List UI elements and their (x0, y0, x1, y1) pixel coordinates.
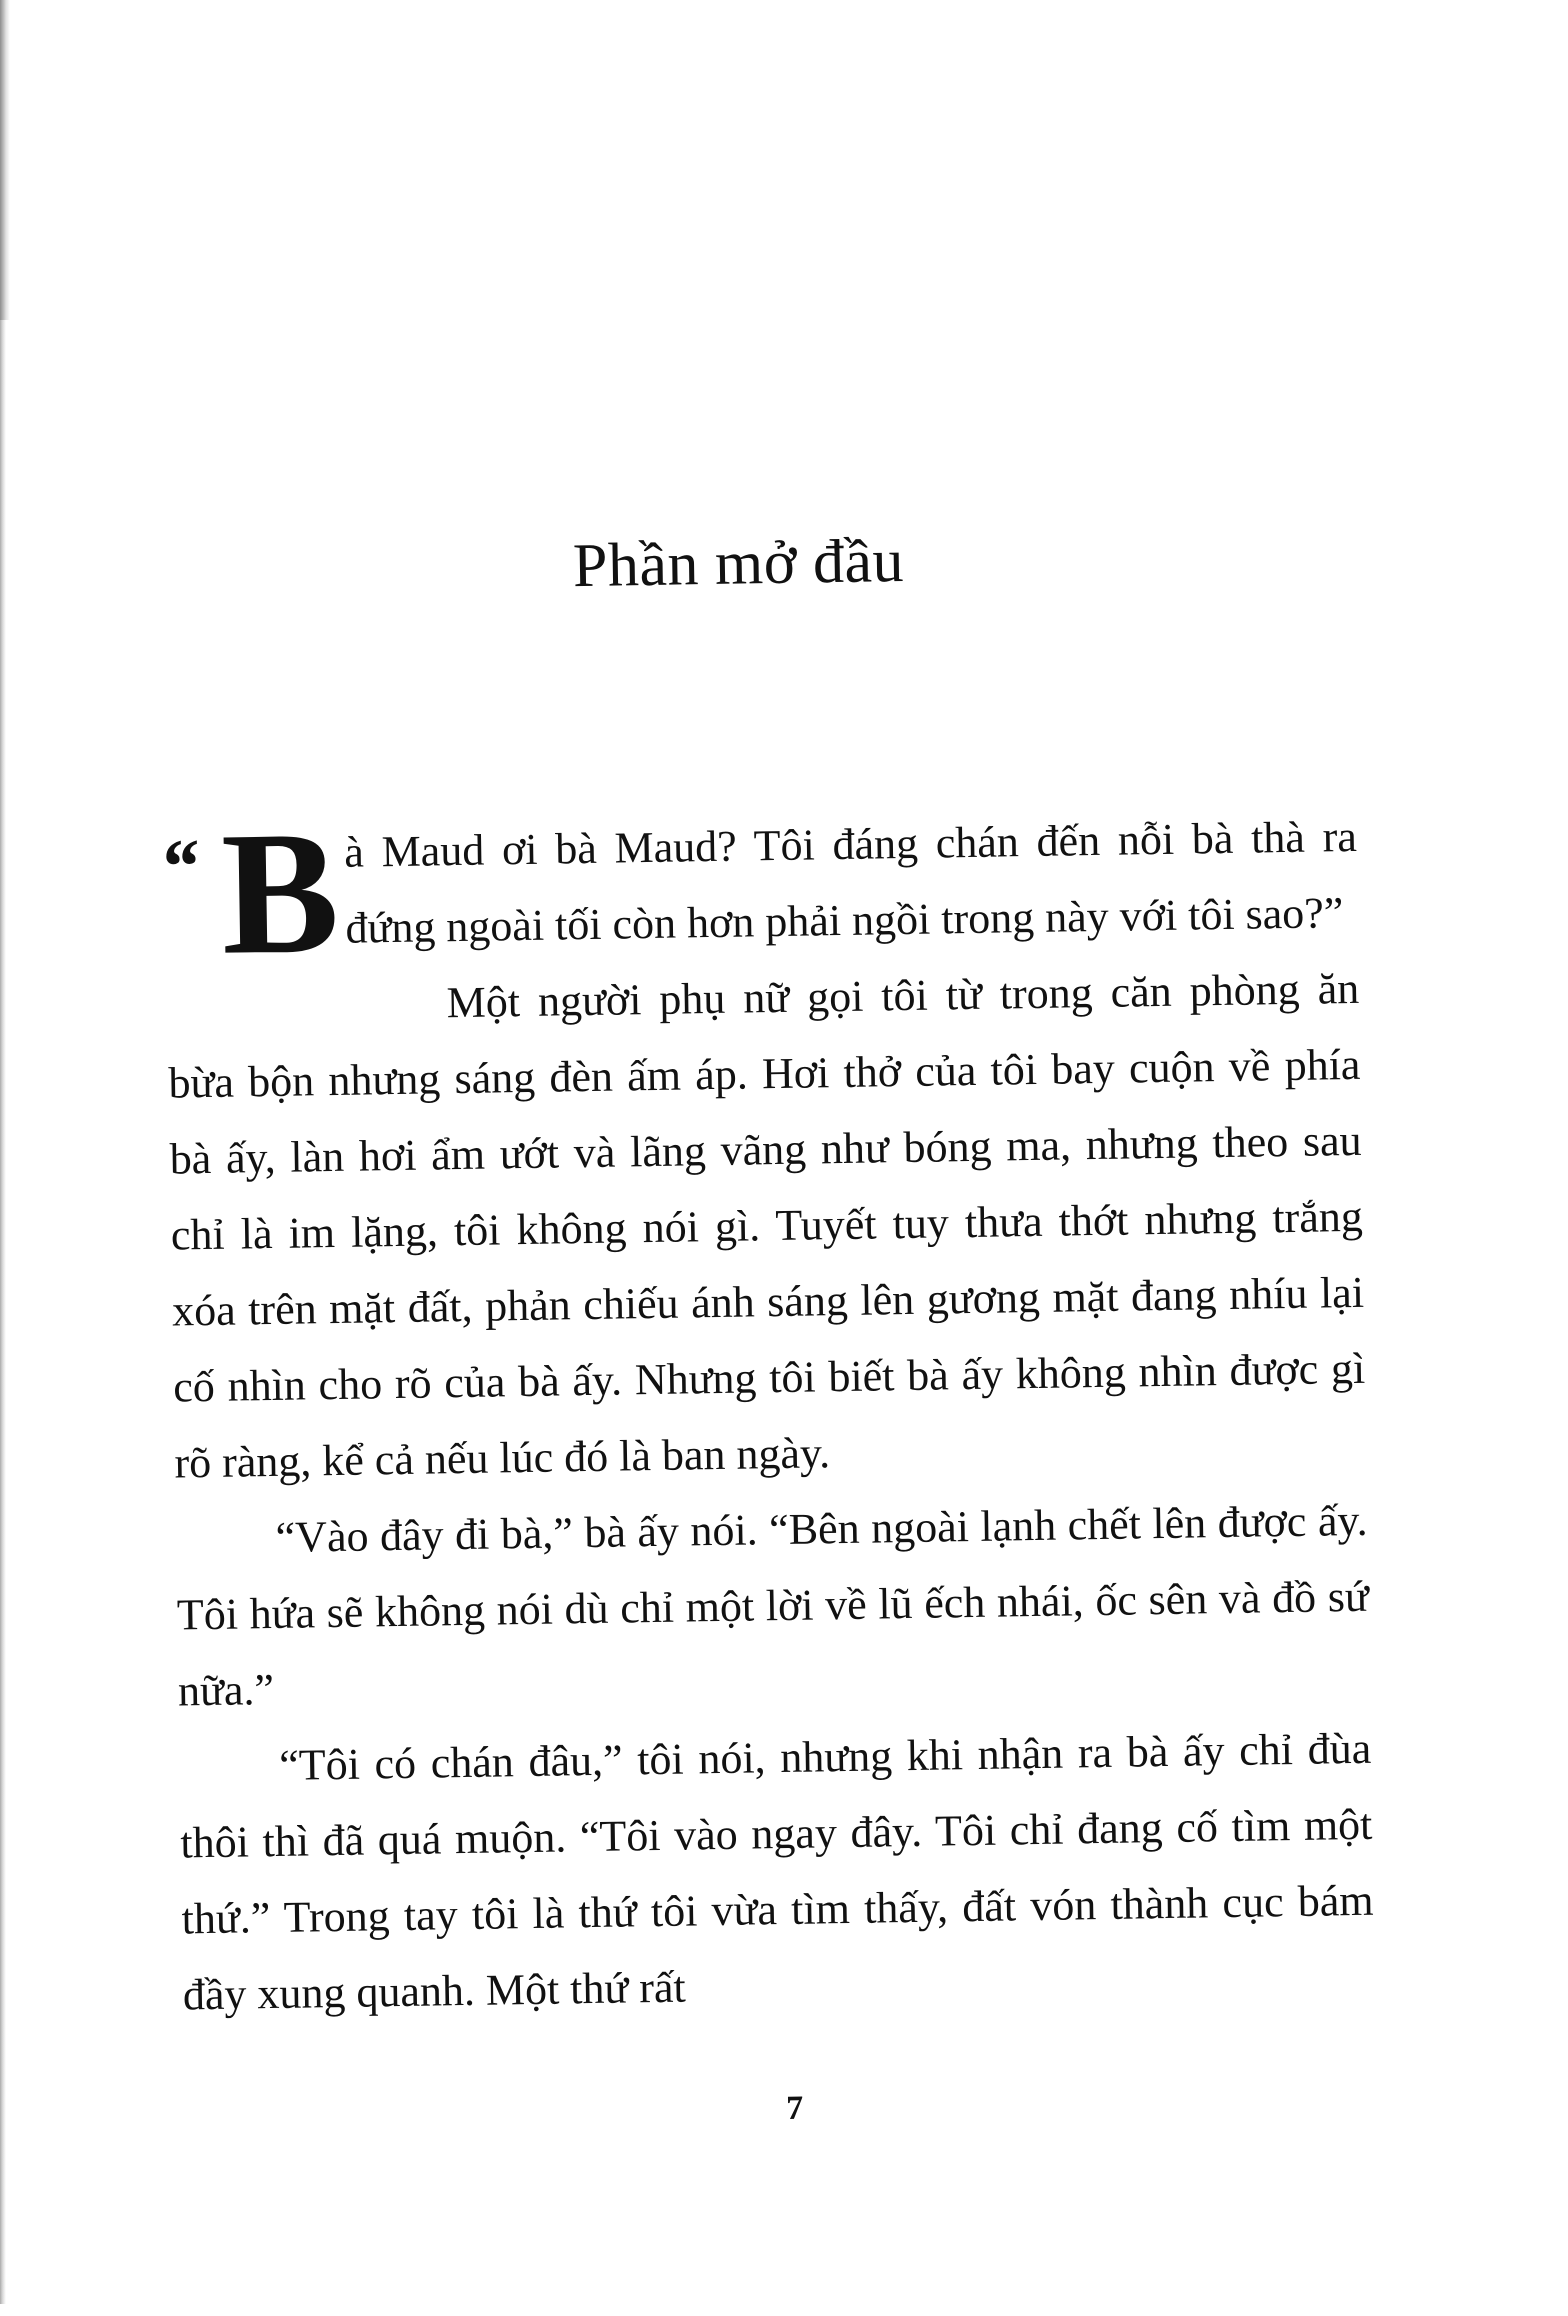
paragraph: “Vào đây đi bà,” bà ấy nói. “Bên ngoài lạnh chết lên được ấy. Tôi hứa sẽ không nói dù chỉ một lời về lũ ếch nhái, ốc sên và đồ sứ nữa.” (176, 1495, 1370, 1716)
opening-paragraph (158, 794, 1358, 992)
opening-quote-mark: “ (158, 822, 199, 910)
drop-cap: B (220, 794, 341, 992)
page-number: 7 (785, 2089, 804, 2127)
paragraph: Một người phụ nữ gọi tôi từ trong căn phòng ăn bừa bộn nhưng sáng đèn ấm áp. Hơi thở của tôi bay cuộn về phía bà ấy, làn hơi ẩm ướt và lãng vãng như bóng ma, nhưng theo sau chỉ là im lặng, tôi không nói gì. Tuyết tuy thưa thớt nhưng trắng xóa trên mặt đất, phản chiếu ánh sáng lên gương mặt đang nhíu lại cố nhìn cho rõ của bà ấy. Nhưng tôi biết bà ấy không nhìn được gì rõ ràng, kể cả nếu lúc đó là ban ngày. (168, 963, 1366, 1488)
opening-text: à Maud ơi bà Maud? Tôi đáng chán đến nỗi bà thà ra đứng ngoài tối còn hơn phải ngồi trong này với tôi sao?” (343, 811, 1358, 953)
chapter-title: Phần mở đầu (572, 526, 905, 601)
paragraph: “Tôi có chán đâu,” tôi nói, nhưng khi nhận ra bà ấy chỉ đùa thôi thì đã quá muộn. “Tôi vào ngay đây. Tôi chỉ đang cố tìm một thứ.” Trong tay tôi là thứ tôi vừa tìm thấy, đất vón thành cục bám đầy xung quanh. Một thứ rất (180, 1723, 1374, 2020)
body-text (158, 794, 1375, 2034)
